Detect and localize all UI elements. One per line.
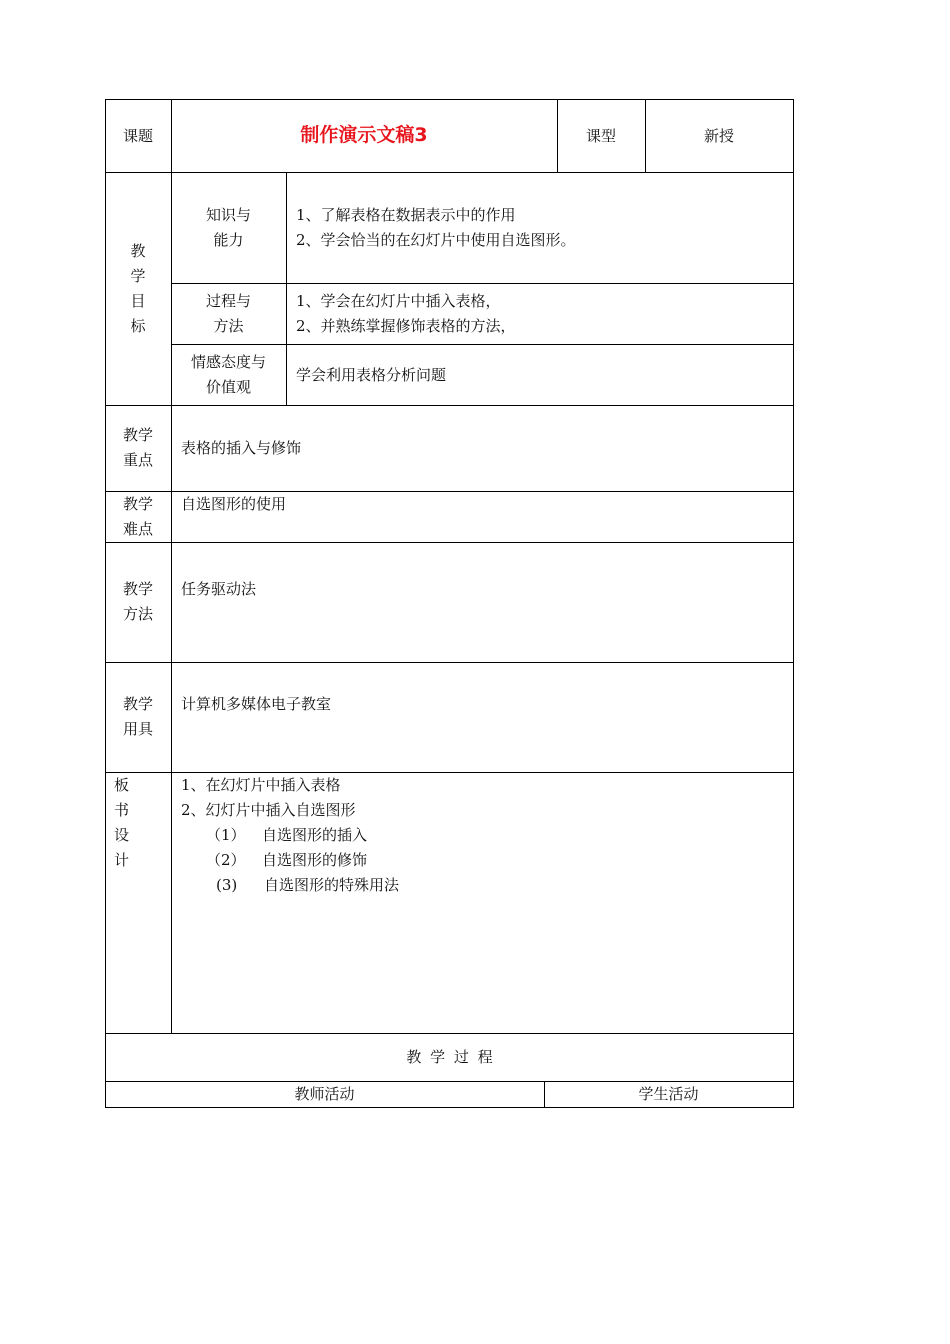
difficulties-label: 教学 难点 — [122, 495, 153, 538]
board-line: 2、幻灯片中插入自选图形 — [181, 801, 356, 819]
board-subitem-text: 自选图形的修饰 — [262, 851, 368, 869]
board-subitem-num: （2） — [206, 851, 246, 869]
tools-content: 计算机多媒体电子教室 — [181, 695, 332, 713]
difficulties-content: 自选图形的使用 — [181, 495, 287, 513]
board-subitem-text: 自选图形的插入 — [262, 826, 368, 844]
knowledge-ability-label: 知识与 能力 — [205, 206, 251, 249]
objectives-label: 教 学 目 标 — [130, 242, 146, 335]
topic-label: 课题 — [122, 127, 153, 145]
board-subitem-num: (3) — [216, 876, 238, 894]
board-line: 1、在幻灯片中插入表格 — [181, 776, 341, 794]
methods-label: 教学 方法 — [122, 580, 153, 623]
process-method-content: 1、学会在幻灯片中插入表格， 2、并熟练掌握修饰表格的方法， — [296, 292, 516, 335]
process-method-label: 过程与 方法 — [205, 292, 251, 335]
lesson-type-label: 课型 — [585, 127, 616, 145]
lesson-type-value: 新授 — [703, 127, 734, 145]
board-subitem-num: （1） — [206, 826, 246, 844]
knowledge-ability-content: 1、了解表格在数据表示中的作用 2、学会恰当的在幻灯片中使用自选图形。 — [296, 206, 576, 249]
board-design-content — [181, 773, 356, 823]
attitude-values-content: 学会利用表格分析问题 — [296, 366, 447, 384]
board-subitem-text: 自选图形的特殊用法 — [264, 876, 400, 894]
tools-label: 教学 用具 — [122, 695, 153, 738]
lesson-title: 制作演示文稿3 — [300, 124, 428, 146]
teacher-activity-header: 教师活动 — [294, 1085, 355, 1103]
methods-content: 任务驱动法 — [181, 580, 257, 598]
key-points-content: 表格的插入与修饰 — [181, 439, 302, 457]
teaching-process-title: 教 学 过 程 — [406, 1048, 493, 1066]
board-design-label: 板 书 设 计 — [114, 776, 130, 869]
key-points-label: 教学 重点 — [122, 426, 153, 469]
student-activity-header: 学生活动 — [638, 1085, 699, 1103]
attitude-values-label: 情感态度与 价值观 — [190, 353, 266, 396]
